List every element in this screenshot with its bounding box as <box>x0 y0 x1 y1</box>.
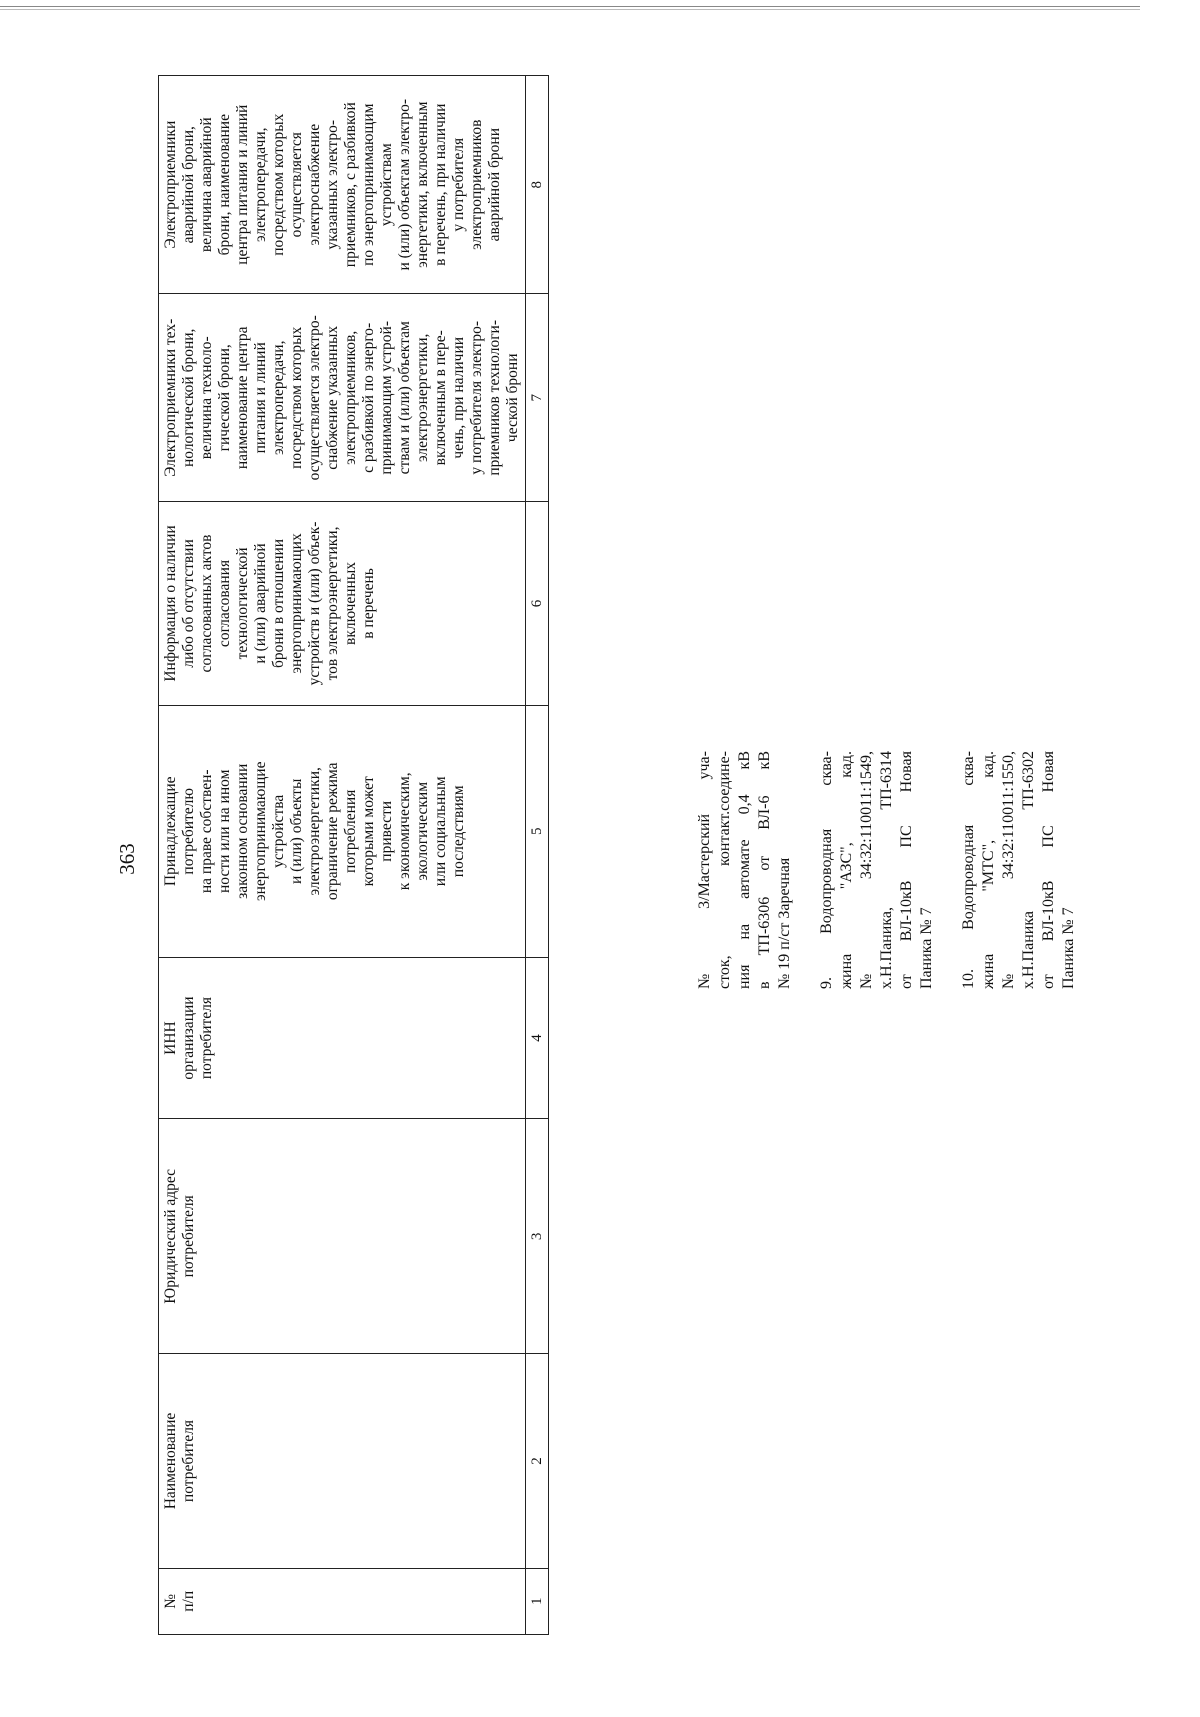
header-cell-legal-address: Юридический адрес потребителя <box>159 1119 526 1354</box>
table-header-row <box>159 76 526 1635</box>
column-number: 8 <box>526 76 549 294</box>
list-item: 9. Водопроводная сква- жина "АЗС", кад. № 34:32:110011:1549, х.Н.Паника, ТП-6314 от ВЛ-10кВ ПС Новая Паника № 7 <box>818 751 935 989</box>
list-item: № 3/Мастерский уча- сток, контакт.соедине- ния на автомате 0,4 кВ в ТП-6306 от ВЛ-6 кВ № 19 п/ст Заречная <box>696 751 793 989</box>
page-number: 363 <box>115 843 139 875</box>
column-number: 6 <box>526 502 549 706</box>
column-number: 5 <box>526 705 549 957</box>
column-number: 2 <box>526 1354 549 1568</box>
header-cell-inn: ИНН организации потребителя <box>159 957 526 1118</box>
column-number: 3 <box>526 1119 549 1354</box>
header-cell-emergency-reserve: Электроприемники аварийной брони, величина аварийной брони, наименование центра питания и линий электропередачи, посредством которых осуществляется электроснабжение указанных электро- приемников, с разбивкой по энергопринимающим устройствам и (или) объектам электро- энергетики, включенным в перечень, при наличии у потребителя электроприемников аварийной брони <box>159 76 526 294</box>
column-number: 4 <box>526 957 549 1118</box>
header-cell-number: № п/п <box>159 1568 526 1634</box>
column-number-row <box>526 76 549 1635</box>
header-cell-owned-devices: Принадлежащие потребителю на праве собствен- ности или на ином законном основании энергопринимающие устройства и (или) объекты электроэнергетики, ограничение режима потребления которыми может привести к экономическим, экологическим или социальным последствиям <box>159 705 526 957</box>
column-number: 7 <box>526 294 549 502</box>
header-cell-consumer-name: Наименование потребителя <box>159 1354 526 1568</box>
header-cell-technological-reserve: Электроприемники тех- нологической брони, величина техноло- гической брони, наименование центра питания и линий электропередачи, посредством которых осуществляется электро- снабжение указанных электроприемников, с разбивкой по энерго- принимающим устрой- ствам и (или) объектам электроэнергетики, включенным в пере- чень, при наличии у потребителя электро- приемников технологи- ческой брони <box>159 294 526 502</box>
consumers-table <box>158 75 549 1635</box>
consumer-entries-list <box>695 751 1101 989</box>
list-item: 10. Водопроводная сква- жина "МТС", кад. № 34:32:110011:1550, х.Н.Паника ТП-6302 от ВЛ-10кВ ПС Новая Паника № 7 <box>960 751 1077 989</box>
column-number: 1 <box>526 1568 549 1634</box>
header-cell-agreement-info: Информация о наличии либо об отсутствии согласованных актов согласования технологической и (или) аварийной брони в отношении энергопринимающих устройств и (или) объек- тов электроэнергетики, включенных в перечень <box>159 502 526 706</box>
